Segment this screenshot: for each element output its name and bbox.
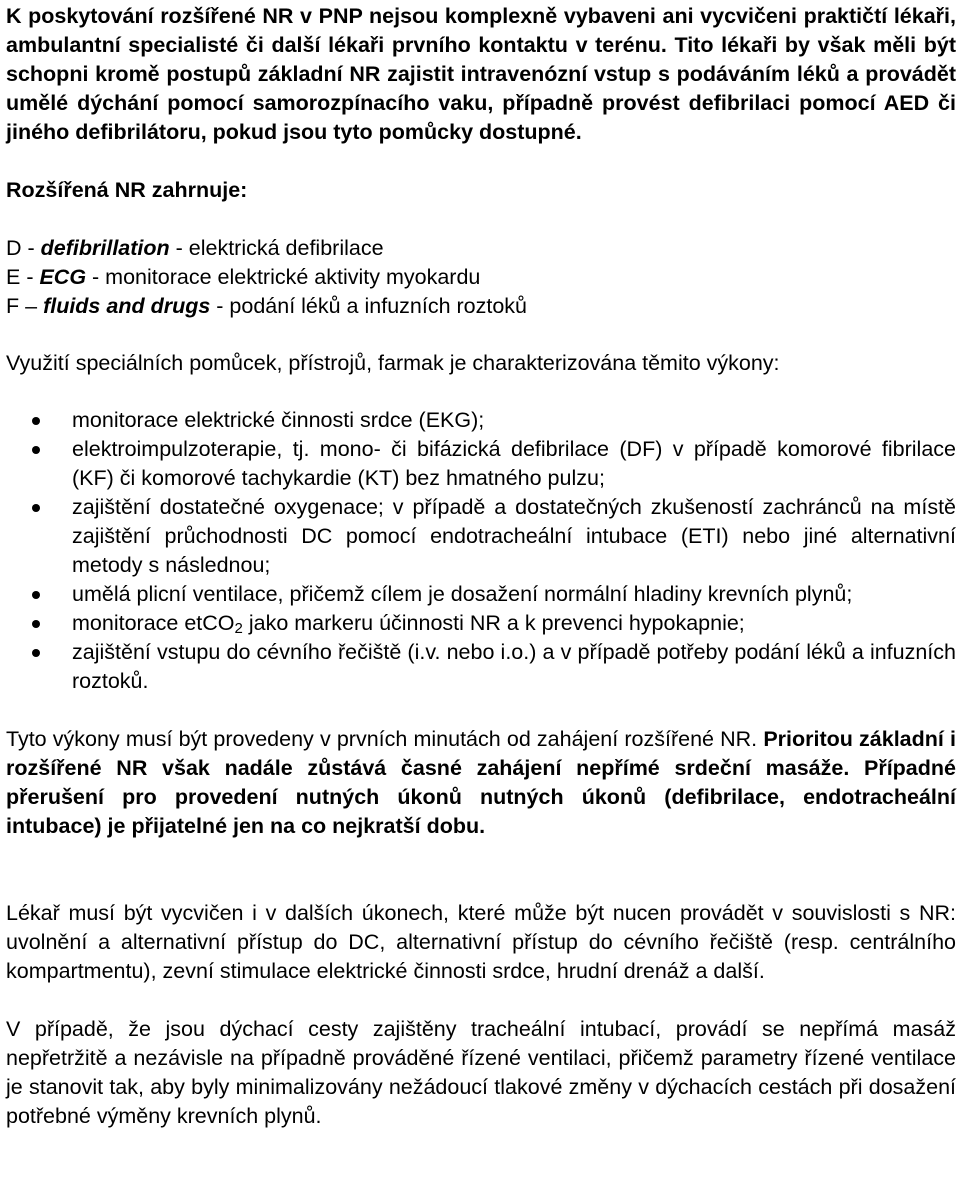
definition-description: podání léků a infuzních roztoků [229, 294, 528, 318]
bullet-icon [32, 417, 40, 425]
definition-separator: - [210, 294, 230, 318]
definition-term: fluids and drugs [43, 294, 211, 318]
list-item [6, 580, 956, 609]
list-item [6, 638, 956, 696]
bullet-icon [32, 649, 40, 657]
definition-separator: - [169, 236, 189, 260]
bullet-icon [32, 504, 40, 512]
definition-letter: F – [6, 294, 38, 318]
definition-letter: D - [6, 236, 35, 260]
bullet-icon [32, 591, 40, 599]
intro-paragraph: K poskytování rozšířené NR v PNP nejsou komplexně vybaveni ani vycvičeni praktičtí lékaři, ambulantní specialisté či další lékaři prvního kontaktu v terénu. Tito lékaři by však měli být schopni kromě postupů základní NR zajistit intravenózní vstup s podáváním léků a provádět umělé dýchání pomocí samorozpínacího vaku, případně provést defibrilaci pomocí AED či jiného defibrilátoru, pokud jsou tyto pomůcky dostupné. [6, 4, 956, 144]
list-item [6, 435, 956, 493]
list-item-text: umělá plicní ventilace, přičemž cílem je dosažení normální hladiny krevních plynů; [72, 582, 853, 606]
definition-row-e [6, 263, 956, 292]
subscript-text: 2 [234, 620, 243, 637]
measures-intro: Využití speciálních pomůcek, přístrojů, farmak je charakterizována těmito výkony: [6, 351, 780, 375]
definition-description: monitorace elektrické aktivity myokardu [105, 265, 481, 289]
definition-row-d [6, 234, 956, 263]
list-item-text: elektroimpulzoterapie, tj. mono- či bifázická defibrilace (DF) v případě komorové fibrilace (KF) či komorové tachykardie (KT) bez hmatného pulzu; [72, 437, 956, 490]
measures-list [6, 406, 956, 696]
document-page [6, 0, 956, 1131]
list-item [6, 493, 956, 580]
section-heading: Rozšířená NR zahrnuje: [6, 178, 248, 202]
list-item-text-post: jako markeru účinnosti NR a k prevenci hypokapnie; [242, 611, 745, 635]
list-item-text-pre: monitorace etCO [72, 611, 235, 635]
definition-letter: E - [6, 265, 34, 289]
priority-paragraph [6, 725, 956, 841]
definition-separator: - [86, 265, 106, 289]
list-item [6, 406, 956, 435]
definition-term: ECG [39, 265, 87, 289]
list-item-text: zajištění vstupu do cévního řečiště (i.v. nebo i.o.) a v případě potřeby podání léků a infuzních roztoků. [72, 640, 956, 693]
bullet-icon [32, 620, 40, 628]
definitions-list [6, 234, 956, 321]
intubation-paragraph: V případě, že jsou dýchací cesty zajištěny tracheální intubací, provádí se nepřímá masáž nepřetržitě a nezávisle na případně prováděné řízené ventilaci, přičemž parametry řízené ventilace je stanovit tak, aby byly minimalizovány nežádoucí tlakové změny v dýchacích cestách při dosažení potřebné výměny krevních plynů. [6, 1017, 956, 1128]
priority-bold-text: Prioritou základní i rozšířené NR však nadále zůstává časné zahájení nepřímé srdeční masáže. Případné přerušení pro provedení nutných úkonů nutných úkonů (defibrilace, endotracheální intubace) je přijatelné jen na co nejkratší dobu. [6, 727, 956, 838]
list-item [6, 609, 956, 638]
priority-normal-text: Tyto výkony musí být provedeny v prvních minutách od zahájení rozšířené NR. [6, 727, 758, 751]
bullet-icon [32, 446, 40, 454]
list-item-text: monitorace elektrické činnosti srdce (EKG); [72, 408, 485, 432]
definition-description: elektrická defibrilace [188, 236, 384, 260]
definition-term: defibrillation [40, 236, 170, 260]
list-item-text: zajištění dostatečné oxygenace; v případě a dostatečných zkušeností zachránců na místě zajištění průchodnosti DC pomocí endotracheální intubace (ETI) nebo jiné alternativní metody s následnou; [72, 495, 956, 577]
definition-row-f [6, 292, 956, 321]
physician-paragraph: Lékař musí být vycvičen i v dalších úkonech, které může být nucen provádět v souvislosti s NR: uvolnění a alternativní přístup do DC, alternativní přístup do cévního řečiště (resp. centrálního kompartmentu), zevní stimulace elektrické činnosti srdce, hrudní drenáž a další. [6, 901, 956, 983]
